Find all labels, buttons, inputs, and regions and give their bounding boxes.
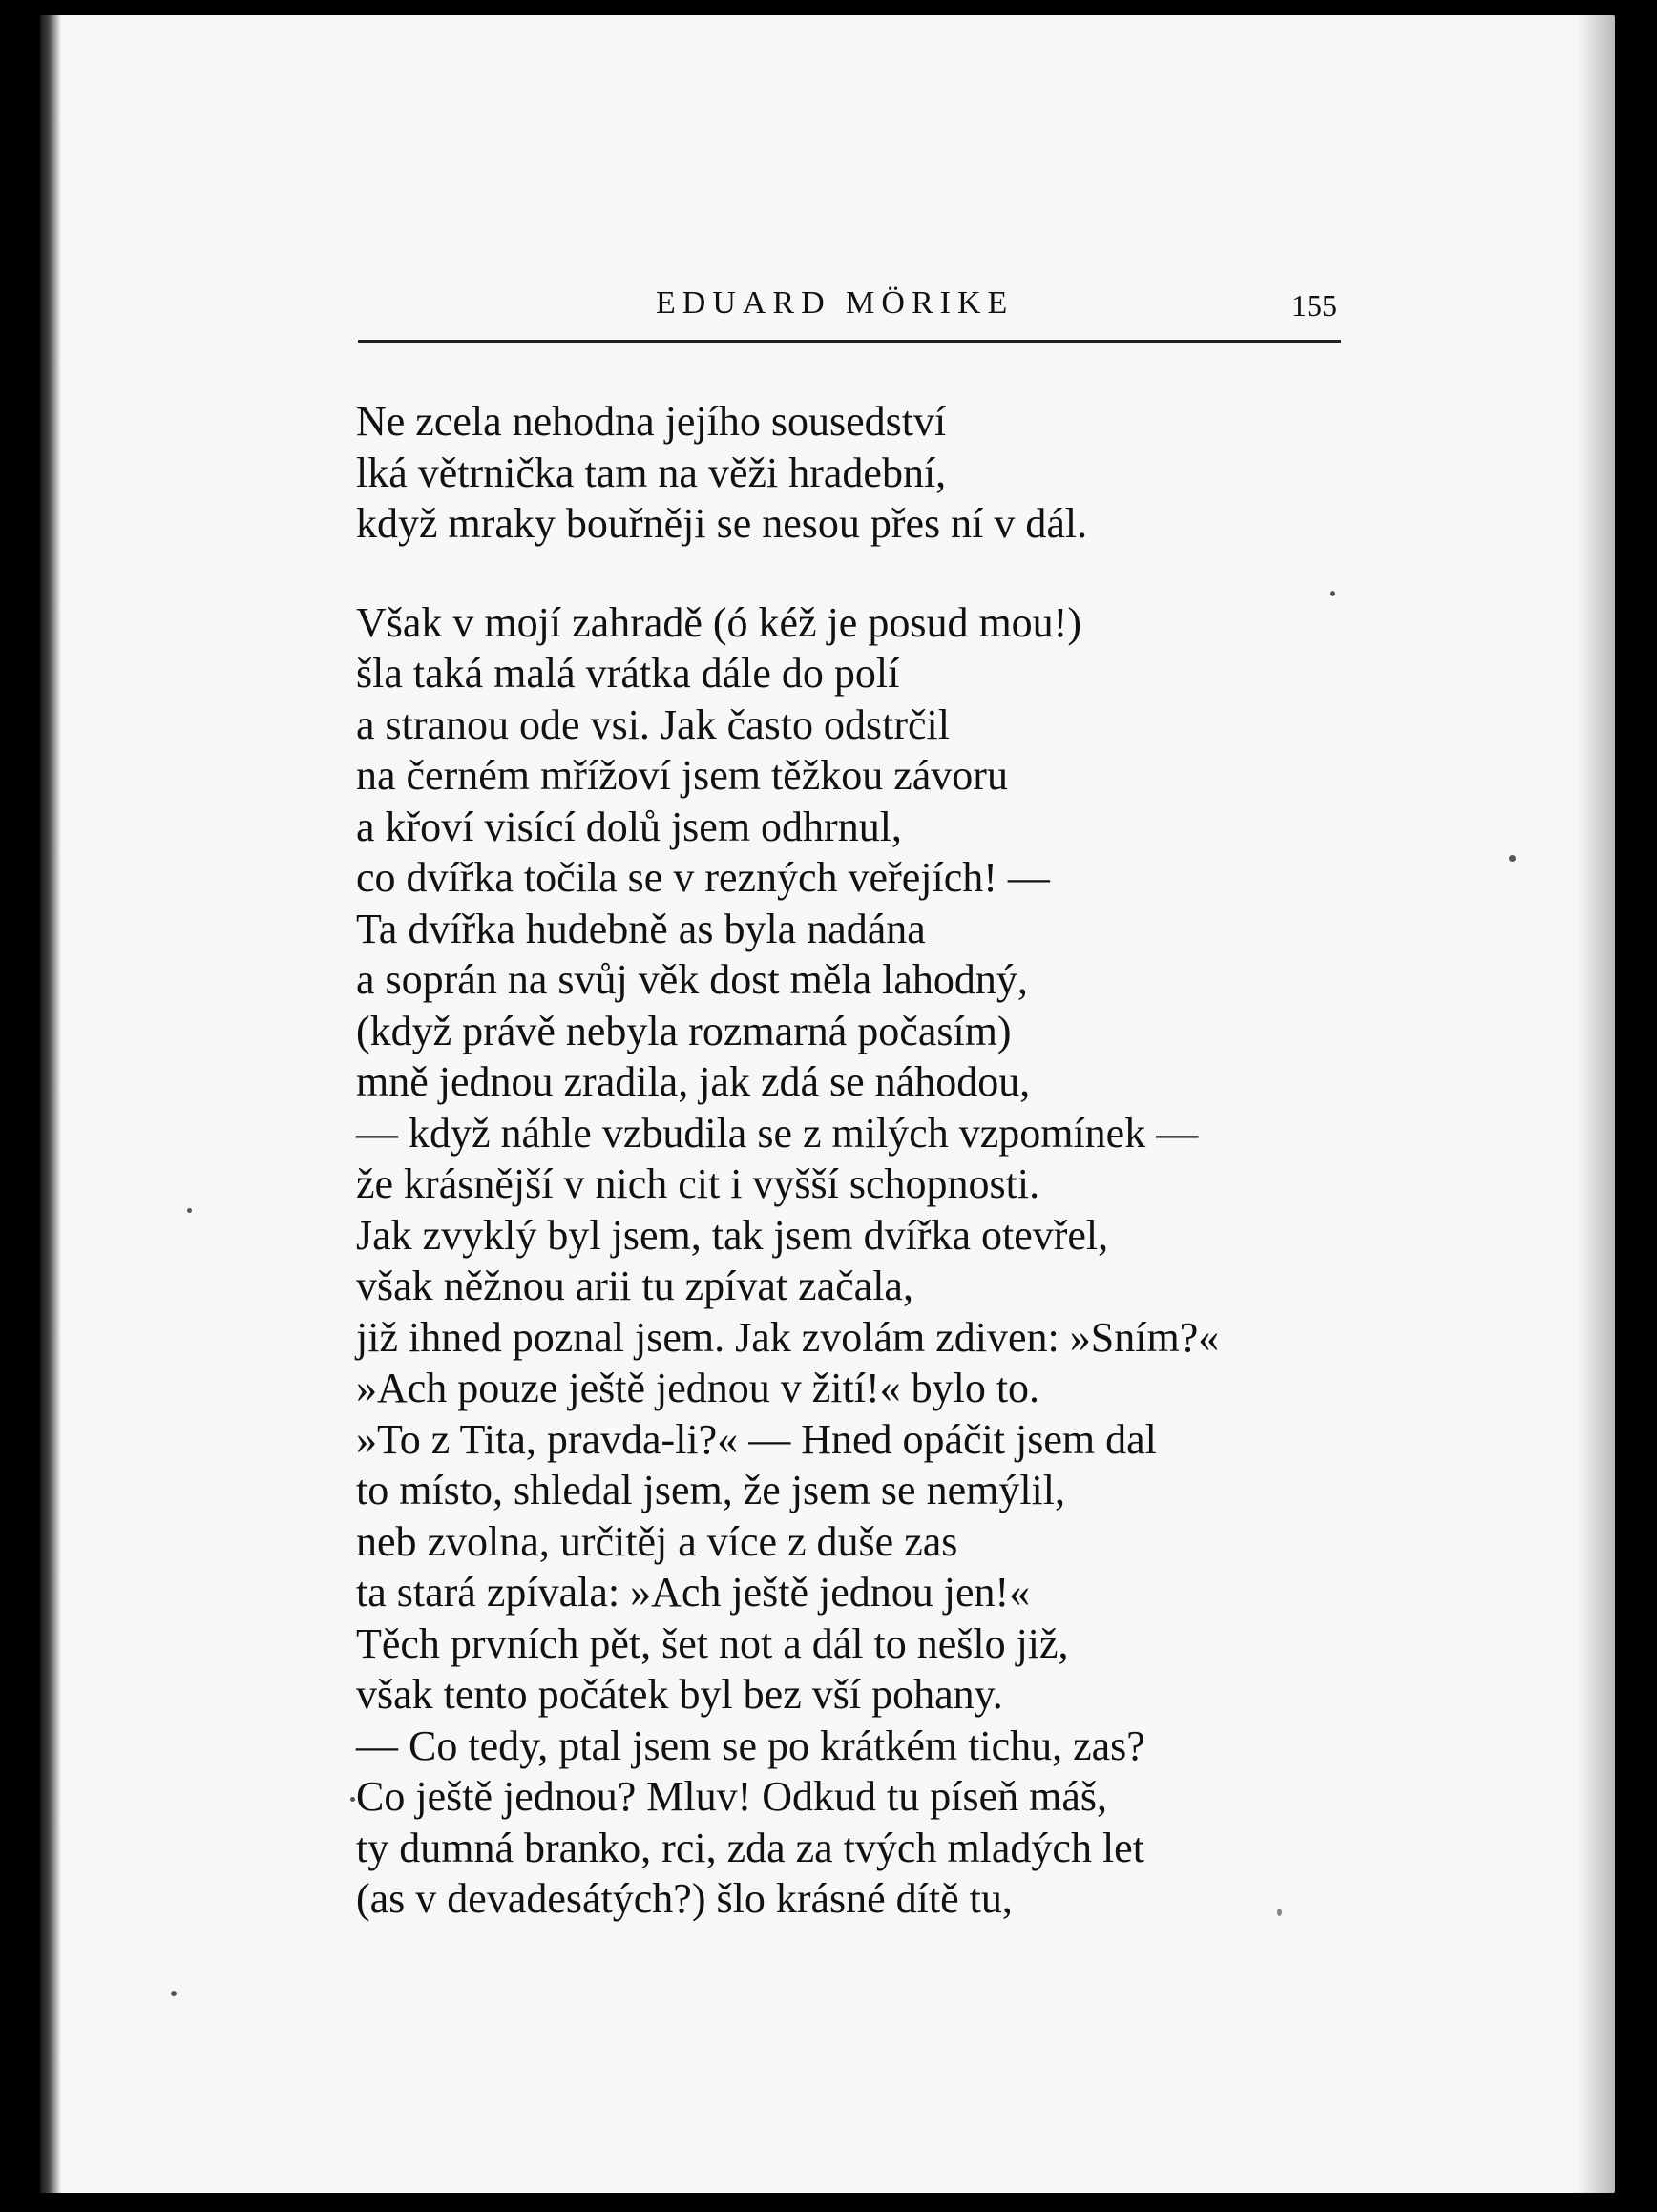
poem-line: Ne zcela nehodna jejího sousedství xyxy=(356,398,947,445)
poem-line: Těch prvních pět, šet not a dál to nešlo již, xyxy=(356,1619,1069,1667)
poem-line: (když právě nebyla rozmarná počasím) xyxy=(356,1007,1012,1054)
running-head: EDUARD MÖRIKE xyxy=(656,285,1015,321)
poem-line: to místo, shledal jsem, že jsem se nemýlil, xyxy=(356,1467,1065,1513)
poem-line: — když náhle vzbudila se z milých vzpomínek — xyxy=(356,1109,1199,1157)
poem-text xyxy=(356,396,1349,1925)
poem-line: (as v devadesátých?) šlo krásné dítě tu, xyxy=(356,1875,1013,1922)
poem-line: »To z Tita, pravda-li?« — Hned opáčit jsem dal xyxy=(356,1415,1157,1463)
poem-line: lká větrnička tam na věži hradební, xyxy=(356,449,947,496)
poem-line: Však v mojí zahradě (ó kéž je posud mou!) xyxy=(356,598,1081,646)
poem-line: a křoví visící dolů jsem odhrnul, xyxy=(356,803,902,850)
poem-line: Jak zvyklý byl jsem, tak jsem dvířka otevřel, xyxy=(356,1211,1109,1259)
poem-line: na černém mřížoví jsem těžkou závoru xyxy=(356,752,1008,799)
page-header xyxy=(358,284,1341,343)
poem-line: ty dumná branko, rci, zda za tvých mladých let xyxy=(356,1824,1144,1871)
poem-line: Co ještě jednou? Mluv! Odkud tu píseň máš, xyxy=(356,1773,1108,1820)
poem-line: a stranou ode vsi. Jak často odstrčil xyxy=(356,700,950,748)
dust-speck xyxy=(187,1208,192,1213)
poem-line: co dvířka točila se v rezných veřejích! — xyxy=(356,854,1050,901)
poem-line: však tento počátek byl bez vší pohany. xyxy=(356,1671,1003,1718)
page-edge-shadow xyxy=(1577,15,1615,2193)
poem-line: však něžnou arii tu zpívat začala, xyxy=(356,1263,913,1309)
poem-line: šla taká malá vrátka dále do polí xyxy=(356,650,900,697)
poem-line: ta stará zpívala: »Ach ještě jednou jen!« xyxy=(356,1569,1031,1616)
poem-line: neb zvolna, určitěj a více z duše zas xyxy=(356,1517,958,1565)
stanza xyxy=(356,597,1349,1925)
poem-line: již ihned poznal jsem. Jak zvolám zdiven: »Sním?« xyxy=(356,1313,1220,1361)
page-spine-shadow xyxy=(40,15,61,2193)
poem-line: že krásnější v nich cit i vyšší schopnosti. xyxy=(356,1160,1040,1207)
poem-line: mně jednou zradila, jak zdá se náhodou, xyxy=(356,1058,1031,1105)
poem-line: když mraky bouřněji se nesou přes ní v dál. xyxy=(356,500,1088,547)
poem-line: a soprán na svůj věk dost měla lahodný, xyxy=(356,956,1028,1003)
poem-line: »Ach pouze ještě jednou v žití!« bylo to. xyxy=(356,1365,1040,1411)
dust-speck xyxy=(350,1797,355,1802)
poem-line: — Co tedy, ptal jsem se po krátkém tichu, zas? xyxy=(356,1722,1145,1769)
dust-speck xyxy=(1509,855,1516,862)
page-number: 155 xyxy=(1291,288,1337,323)
poem-line: Ta dvířka hudebně as byla nadána xyxy=(356,905,926,952)
stanza xyxy=(356,396,1349,550)
dust-speck xyxy=(171,1991,177,1996)
stanza-gap xyxy=(356,550,1349,597)
